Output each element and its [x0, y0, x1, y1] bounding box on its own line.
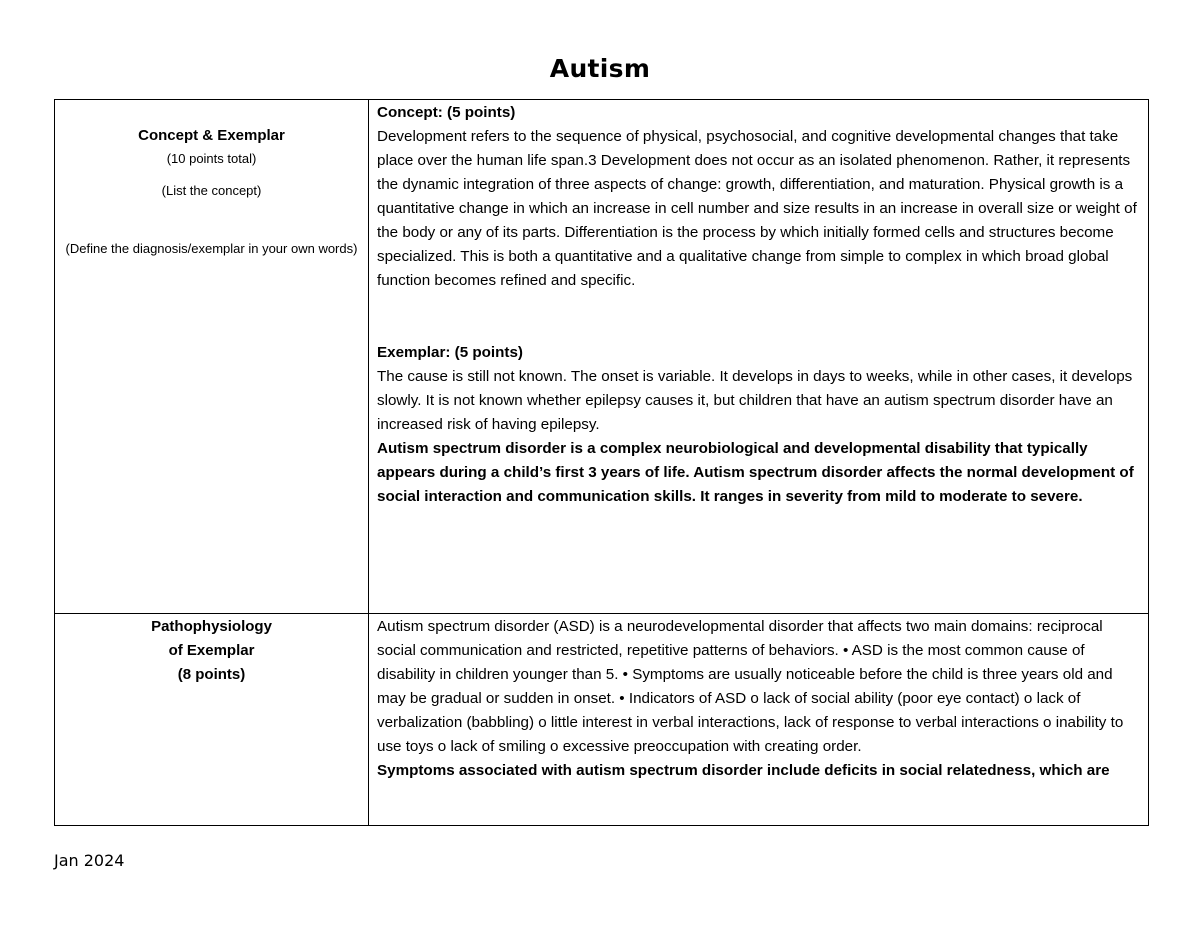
table-row-concept-exemplar: [55, 100, 1149, 614]
paragraph-spacer: [377, 293, 1138, 341]
concept-heading: Concept: (5 points): [377, 104, 516, 121]
pathophysiology-bold-text: Symptoms associated with autism spectrum disorder include deficits in social relatedness, which are: [377, 762, 1110, 779]
concept-text: Development refers to the sequence of physical, psychosocial, and cognitive developmental changes that take place over the human life span.3 Development does not occur as an isolated phenomenon. Rather, it represents the dynamic integration of three aspects of change: growth, differentiation, and maturation. Physical growth is a quantitative change in which an increase in cell number and size results in an increase in overall size or weight of the body or any of its parts. Differentiation is the process by which initially formed cells and structures become specialized. This is both a quantitative and a qualitative change from simple to complex in which broad global function becomes refined and specific.: [377, 128, 1137, 289]
worksheet-table: [54, 99, 1149, 826]
table-row-pathophysiology: [55, 614, 1149, 826]
pathophysiology-text: Autism spectrum disorder (ASD) is a neurodevelopmental disorder that affects two main domains: reciprocal social communication and restricted, repetitive patterns of behaviors. • ASD is the most common cause of disability in children younger than 5. • Symptoms are usually noticeable before the child is three years old and may be gradual or sudden in onset. • Indicators of ASD o lack of social ability (poor eye contact) o lack of verbalization (babbling) o little interest in verbal interactions, lack of response to verbal interactions o inability to use toys o lack of smiling o excessive preoccupation with creating order.: [377, 618, 1124, 755]
concept-exemplar-heading: Concept & Exemplar: [138, 127, 285, 144]
pathophysiology-points: (8 points): [177, 666, 246, 683]
exemplar-bold-text: Autism spectrum disorder is a complex neurobiological and developmental disability that typically appears during a child’s first 3 years of life. Autism spectrum disorder affects the normal development of social interaction and communication skills. It ranges in severity from mild to moderate to severe.: [377, 440, 1134, 505]
exemplar-heading: Exemplar: (5 points): [377, 344, 523, 361]
exemplar-text: The cause is still not known. The onset is variable. It develops in days to weeks, while in other cases, it develops slowly. It is not known whether epilepsy causes it, but children that have an autism spectrum disorder have an increased risk of having epilepsy.: [377, 368, 1133, 433]
document-title: Autism: [549, 54, 651, 83]
define-diagnosis-note: (Define the diagnosis/exemplar in your own words): [65, 241, 358, 256]
row-content-cell: [369, 100, 1149, 614]
footer-date: Jan 2024: [54, 851, 125, 870]
points-total-note: (10 points total): [166, 151, 257, 166]
row-label-cell: [55, 100, 369, 614]
row-content-cell: [369, 614, 1149, 826]
row-label-cell: [55, 614, 369, 826]
pathophysiology-heading-line2: of Exemplar: [168, 642, 255, 659]
pathophysiology-heading-line1: Pathophysiology: [151, 618, 272, 635]
list-concept-note: (List the concept): [161, 183, 262, 198]
